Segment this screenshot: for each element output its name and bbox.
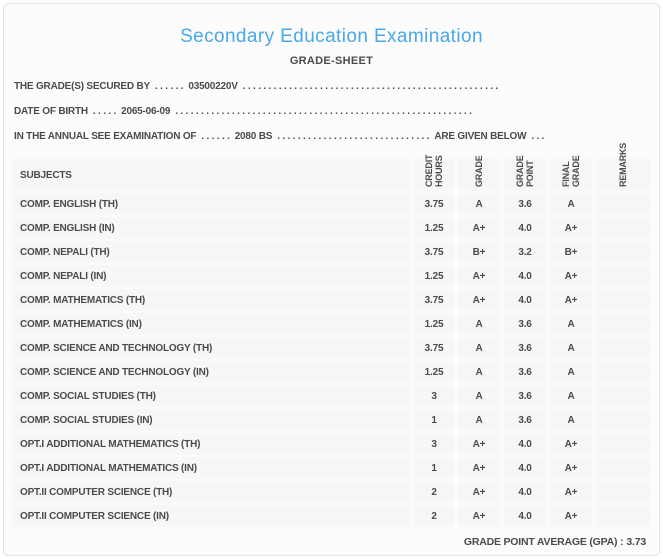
grade-cell: A+ (457, 505, 501, 527)
page-title: Secondary Education Examination (180, 26, 483, 47)
dotted-leader: . . . . . . . . . . . . . . . . . . . . . . . . . . . . . . (277, 131, 430, 142)
credit-hours-cell: 1.25 (413, 265, 455, 287)
grade-point-cell: 3.6 (503, 361, 547, 383)
grade-cell: A (457, 385, 501, 407)
subject-cell: COMP. NEPALI (TH) (12, 241, 411, 263)
credit-hours-cell: 2 (413, 481, 455, 503)
table-row (12, 361, 651, 383)
remarks-cell (595, 217, 651, 239)
grade-cell: A (457, 193, 501, 215)
gpa-value: 3.73 (626, 536, 646, 548)
dotted-leader: . . . . . . (154, 81, 184, 92)
final-grade-cell: A+ (549, 481, 593, 503)
table-row (12, 433, 651, 455)
subject-cell: COMP. SCIENCE AND TECHNOLOGY (IN) (12, 361, 411, 383)
examination-of-label: IN THE ANNUAL SEE EXAMINATION OF (14, 131, 197, 142)
grade-cell: A+ (457, 289, 501, 311)
final-grade-column-header: FINAL GRADE (549, 159, 593, 191)
secured-by-label: THE GRADE(S) SECURED BY (14, 81, 150, 92)
table-row (12, 193, 651, 215)
grade-cell: B+ (457, 241, 501, 263)
grade-point-cell: 4.0 (503, 265, 547, 287)
credit-hours-cell: 1.25 (413, 217, 455, 239)
grade-cell: A (457, 337, 501, 359)
table-row (12, 337, 651, 359)
credit-hours-cell: 1.25 (413, 361, 455, 383)
date-of-birth-label: DATE OF BIRTH (14, 106, 88, 117)
remarks-cell (595, 241, 651, 263)
subject-cell: OPT.I ADDITIONAL MATHEMATICS (IN) (12, 457, 411, 479)
subject-cell: OPT.I ADDITIONAL MATHEMATICS (TH) (12, 433, 411, 455)
grade-point-cell: 4.0 (503, 505, 547, 527)
grade-point-cell: 3.6 (503, 337, 547, 359)
grade-point-cell: 4.0 (503, 217, 547, 239)
grade-cell: A (457, 313, 501, 335)
final-grade-cell: A (549, 385, 593, 407)
final-grade-cell: A (549, 193, 593, 215)
remarks-cell (595, 505, 651, 527)
grade-point-cell: 3.2 (503, 241, 547, 263)
subject-cell: COMP. MATHEMATICS (TH) (12, 289, 411, 311)
dotted-leader: . . . . . . (201, 131, 230, 142)
grade-cell: A+ (457, 433, 501, 455)
final-grade-cell: A+ (549, 457, 593, 479)
credit-hours-cell: 1 (413, 457, 455, 479)
credit-hours-cell: 2 (413, 505, 455, 527)
subject-cell: COMP. MATHEMATICS (IN) (12, 313, 411, 335)
final-grade-cell: B+ (549, 241, 593, 263)
table-row (12, 505, 651, 527)
credit-hours-cell: 3.75 (413, 241, 455, 263)
grades-table-wrap (10, 142, 653, 529)
remarks-cell (595, 385, 651, 407)
table-row (12, 265, 651, 287)
final-grade-cell: A (549, 409, 593, 431)
remarks-cell (595, 433, 651, 455)
grade-cell: A (457, 409, 501, 431)
subject-cell: OPT.II COMPUTER SCIENCE (TH) (12, 481, 411, 503)
subject-cell: COMP. ENGLISH (IN) (12, 217, 411, 239)
remarks-cell (595, 313, 651, 335)
dotted-leader: . . . (531, 131, 545, 142)
grade-cell: A (457, 361, 501, 383)
subject-cell: COMP. SCIENCE AND TECHNOLOGY (TH) (12, 337, 411, 359)
credit-hours-cell: 3 (413, 385, 455, 407)
grade-point-cell: 3.6 (503, 193, 547, 215)
subject-cell: COMP. SOCIAL STUDIES (IN) (12, 409, 411, 431)
remarks-cell (595, 409, 651, 431)
date-of-birth-value: 2065-06-09 (121, 106, 171, 117)
gpa-footer (17, 536, 646, 548)
dotted-leader: . . . . . . . . . . . . . . . . . . . . . . . . . . . . . . . . . . . . . . . . . . . . . . . . . . . . . . . . . . (175, 106, 472, 117)
grade-point-column-header: GRADE POINT (503, 159, 547, 191)
remarks-cell (595, 361, 651, 383)
credit-hours-cell: 1.25 (413, 313, 455, 335)
grade-cell: A+ (457, 217, 501, 239)
credit-hours-column-header: CREDIT HOURS (413, 159, 455, 191)
credit-hours-cell: 3.75 (413, 289, 455, 311)
subjects-column-header: SUBJECTS (12, 159, 411, 191)
grade-cell: A+ (457, 481, 501, 503)
remarks-cell (595, 337, 651, 359)
grade-point-cell: 3.6 (503, 313, 547, 335)
info-line-secured-by (14, 74, 649, 99)
grades-table (10, 142, 653, 529)
gpa-label: GRADE POINT AVERAGE (GPA) : (463, 536, 624, 548)
grade-point-cell: 4.0 (503, 289, 547, 311)
candidate-info (14, 74, 649, 149)
examination-year-value: 2080 BS (234, 131, 273, 142)
grade-column-header: GRADE (457, 159, 501, 191)
dotted-leader: . . . . . (92, 106, 117, 117)
final-grade-cell: A+ (549, 505, 593, 527)
table-header-row (12, 159, 651, 191)
subject-cell: COMP. ENGLISH (TH) (12, 193, 411, 215)
subject-cell: COMP. SOCIAL STUDIES (TH) (12, 385, 411, 407)
grade-point-cell: 4.0 (503, 481, 547, 503)
table-row (12, 217, 651, 239)
grade-point-cell: 3.6 (503, 409, 547, 431)
table-row (12, 481, 651, 503)
final-grade-cell: A (549, 337, 593, 359)
are-given-below-label: ARE GIVEN BELOW (434, 131, 527, 142)
info-line-date-of-birth (14, 99, 649, 124)
credit-hours-cell: 3 (413, 433, 455, 455)
credit-hours-cell: 3.75 (413, 337, 455, 359)
remarks-cell (595, 289, 651, 311)
info-line-examination-year (14, 124, 649, 149)
table-row (12, 313, 651, 335)
dotted-leader: . . . . . . . . . . . . . . . . . . . . . . . . . . . . . . . . . . . . . . . . . . . . . . . . . . (242, 81, 498, 92)
remarks-column-header: REMARKS (595, 159, 651, 191)
final-grade-cell: A (549, 361, 593, 383)
symbol-number-value: 03500220V (188, 81, 238, 92)
credit-hours-cell: 1 (413, 409, 455, 431)
grade-sheet-subtitle: GRADE-SHEET (289, 55, 374, 67)
table-row (12, 457, 651, 479)
grade-point-cell: 3.6 (503, 385, 547, 407)
subject-cell: OPT.II COMPUTER SCIENCE (IN) (12, 505, 411, 527)
grade-cell: A+ (457, 457, 501, 479)
remarks-cell (595, 265, 651, 287)
table-row (12, 289, 651, 311)
grade-point-cell: 4.0 (503, 457, 547, 479)
table-row (12, 241, 651, 263)
grade-sheet-card (3, 3, 660, 556)
final-grade-cell: A+ (549, 217, 593, 239)
table-row (12, 385, 651, 407)
subject-cell: COMP. NEPALI (IN) (12, 265, 411, 287)
final-grade-cell: A (549, 313, 593, 335)
final-grade-cell: A+ (549, 289, 593, 311)
final-grade-cell: A+ (549, 433, 593, 455)
grade-point-cell: 4.0 (503, 433, 547, 455)
remarks-cell (595, 481, 651, 503)
table-row (12, 409, 651, 431)
remarks-cell (595, 193, 651, 215)
grade-cell: A+ (457, 265, 501, 287)
remarks-cell (595, 457, 651, 479)
final-grade-cell: A+ (549, 265, 593, 287)
credit-hours-cell: 3.75 (413, 193, 455, 215)
